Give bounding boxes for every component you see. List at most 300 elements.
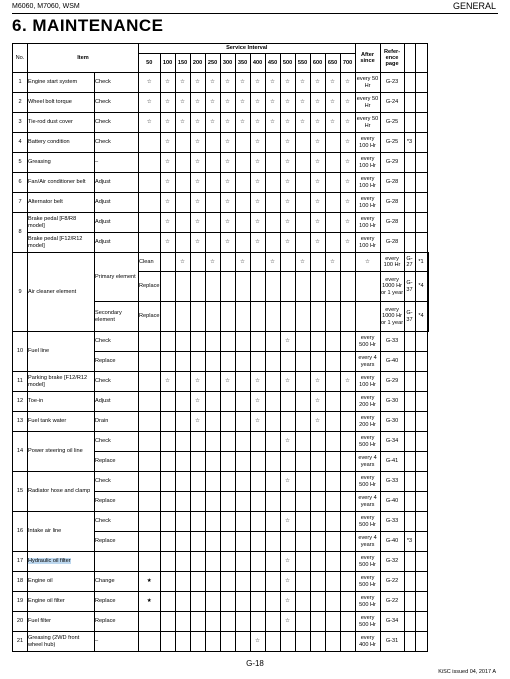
interval-star-icon: ☆ [310,233,325,253]
note [404,552,415,572]
interval-cell [190,253,205,272]
interval-cell [175,332,190,352]
note [404,512,415,532]
interval-cell [250,253,265,272]
interval-cell [220,352,235,372]
interval-cell [205,532,220,552]
interval-star-icon: ★ [139,592,161,612]
action-label: Replace [139,302,161,332]
interval-cell [160,612,175,632]
extra-cell [415,612,427,632]
interval-cell [175,432,190,452]
item-label [28,632,95,652]
interval-cell [250,532,265,552]
interval-cell [235,173,250,193]
interval-cell [340,632,355,652]
interval-cell [139,332,161,352]
action-label: Replace [95,532,139,552]
interval-star-icon: ☆ [160,193,175,213]
interval-cell [160,392,175,412]
interval-cell [250,272,265,302]
note [404,432,415,452]
interval-star-icon: ☆ [190,73,205,93]
interval-cell [235,302,250,332]
row-number: 4 [13,133,28,153]
interval-cell [139,492,161,512]
interval-cell [139,173,161,193]
item-label: Intake air line [28,512,95,552]
item-label [28,193,95,213]
extra-cell [415,552,427,572]
reference-page: G-30 [380,392,404,412]
interval-cell [265,213,280,233]
interval-cell [325,572,340,592]
interval-cell [325,612,340,632]
interval-star-icon: ☆ [160,233,175,253]
extra-cell [415,73,427,93]
item-text: Fuel filter [28,618,52,625]
item-text: Tie-rod dust cover [28,119,73,126]
action-label: Drain [95,412,139,432]
interval-cell [250,512,265,532]
interval-cell [139,552,161,572]
interval-cell [250,332,265,352]
sub-item-label: Primary element [95,253,139,302]
interval-cell [310,272,325,302]
interval-cell [220,302,235,332]
interval-cell [235,472,250,492]
reference-page: G-28 [380,213,404,233]
after-since: every 400 Hr [355,632,380,652]
interval-cell [265,153,280,173]
interval-star-icon: ☆ [205,73,220,93]
interval-cell [205,133,220,153]
interval-star-icon: ☆ [220,113,235,133]
interval-cell [190,302,205,332]
table-row [13,173,429,193]
interval-cell [265,233,280,253]
item-label [28,412,95,432]
reference-page: G-30 [380,412,404,432]
interval-cell [220,512,235,532]
action-label: Replace [95,612,139,632]
interval-cell [265,452,280,472]
interval-star-icon: ☆ [235,73,250,93]
interval-cell [160,302,175,332]
interval-star-icon: ☆ [280,332,295,352]
interval-cell [205,592,220,612]
table-row [13,73,429,93]
interval-cell [265,512,280,532]
action-label: Adjust [95,213,139,233]
interval-star-icon: ☆ [160,173,175,193]
col-reference-header: Refer-ence page [380,44,404,73]
item-text: Toe-in [28,398,44,405]
interval-cell [325,173,340,193]
interval-header: 500 [280,54,295,73]
interval-header: 700 [340,54,355,73]
interval-star-icon: ☆ [265,93,280,113]
extra-cell [427,253,428,272]
item-text: Engine oil [28,578,53,585]
item-label [28,153,95,173]
interval-cell [205,332,220,352]
reference-page: G-34 [380,612,404,632]
row-number: 20 [13,612,28,632]
interval-star-icon: ☆ [295,73,310,93]
interval-cell [295,452,310,472]
interval-cell [295,272,310,302]
item-text: Battery condition [28,139,70,146]
after-since: every 4 years [355,492,380,512]
after-since: every 500 Hr [355,472,380,492]
interval-star-icon: ☆ [310,73,325,93]
interval-star-icon: ☆ [280,233,295,253]
interval-star-icon: ☆ [190,213,205,233]
interval-star-icon: ☆ [280,552,295,572]
row-number: 16 [13,512,28,552]
interval-cell [235,572,250,592]
interval-cell [310,492,325,512]
interval-cell [175,372,190,392]
item-label [28,592,95,612]
note [404,572,415,592]
item-label [28,372,95,392]
interval-star-icon: ☆ [340,113,355,133]
interval-cell [139,153,161,173]
interval-star-icon: ☆ [190,193,205,213]
interval-cell [325,432,340,452]
interval-star-icon: ☆ [220,193,235,213]
item-label [28,133,95,153]
interval-cell [340,392,355,412]
header-divider [12,13,498,14]
interval-star-icon: ☆ [250,153,265,173]
interval-star-icon: ☆ [160,372,175,392]
interval-star-icon: ☆ [325,113,340,133]
interval-cell [175,302,190,332]
interval-cell [340,253,355,272]
interval-cell [205,512,220,532]
reference-page: G-25 [380,113,404,133]
interval-star-icon: ☆ [280,173,295,193]
interval-star-icon: ☆ [340,233,355,253]
action-label: Check [95,73,139,93]
table-row [13,233,429,253]
after-since: every 4 years [355,452,380,472]
col-item-header: Item [28,44,139,73]
interval-cell [295,412,310,432]
table-row [13,432,429,452]
interval-cell [295,193,310,213]
interval-cell [235,133,250,153]
note: *4 [415,272,427,302]
interval-cell [325,492,340,512]
item-label: Brake pedal [F8/R8 model] [28,213,95,233]
interval-cell [280,412,295,432]
note [404,412,415,432]
interval-star-icon: ☆ [190,153,205,173]
after-since: every 100 Hr [355,213,380,233]
interval-cell [190,532,205,552]
extra-cell [415,472,427,492]
interval-cell [310,572,325,592]
table-row [13,253,429,272]
after-since: every 100 Hr [355,133,380,153]
interval-cell [235,532,250,552]
note [404,372,415,392]
interval-cell [310,352,325,372]
interval-cell [325,302,340,332]
interval-cell [220,392,235,412]
interval-cell [235,492,250,512]
item-text: Fuel tank water [28,418,67,425]
extra-cell [415,153,427,173]
reference-page: G-37 [404,302,415,332]
row-number: 10 [13,332,28,372]
item-label [28,73,95,93]
row-number: 12 [13,392,28,412]
interval-cell [205,412,220,432]
item-label: Air cleaner element [28,253,95,332]
interval-star-icon: ☆ [310,133,325,153]
interval-star-icon: ☆ [340,173,355,193]
interval-cell [205,392,220,412]
interval-cell [325,532,340,552]
interval-star-icon: ☆ [175,113,190,133]
interval-cell [340,432,355,452]
extra-cell [415,592,427,612]
interval-cell [139,233,161,253]
interval-cell [220,592,235,612]
interval-star-icon: ☆ [310,412,325,432]
table-body [13,44,429,652]
interval-star-icon: ☆ [235,253,250,272]
interval-cell [235,592,250,612]
interval-star-icon: ☆ [190,133,205,153]
interval-star-icon: ☆ [190,392,205,412]
interval-cell [265,492,280,512]
extra-cell [415,133,427,153]
interval-star-icon: ☆ [250,193,265,213]
reference-page: G-31 [380,632,404,652]
table-row [13,472,429,492]
interval-cell [190,572,205,592]
extra-cell [415,213,427,233]
interval-cell [220,532,235,552]
extra-cell [427,302,428,332]
interval-star-icon: ☆ [160,73,175,93]
interval-star-icon: ☆ [250,73,265,93]
interval-cell [175,512,190,532]
maintenance-table [12,43,429,652]
interval-star-icon: ☆ [250,213,265,233]
interval-cell [175,213,190,233]
interval-cell [190,592,205,612]
after-since: every 500 Hr [355,512,380,532]
interval-cell [175,193,190,213]
reference-page: G-25 [380,133,404,153]
note [404,93,415,113]
interval-cell [325,233,340,253]
table-row [13,392,429,412]
row-number: 18 [13,572,28,592]
interval-cell [139,372,161,392]
interval-cell [220,472,235,492]
interval-cell [160,492,175,512]
header-section: GENERAL [452,1,496,11]
interval-star-icon: ★ [139,572,161,592]
interval-cell [235,372,250,392]
item-label: Power steering oil line [28,432,95,472]
interval-cell [235,512,250,532]
reference-page: G-40 [380,492,404,512]
action-label: Check [95,332,139,352]
header-models: M6060, M7060, WSM [12,3,80,10]
interval-cell [139,352,161,372]
after-since: every 500 Hr [355,572,380,592]
row-number: 21 [13,632,28,652]
interval-star-icon: ☆ [280,472,295,492]
table-row [13,113,429,133]
interval-star-icon: ☆ [280,93,295,113]
interval-cell [325,512,340,532]
extra-cell [415,452,427,472]
reference-page: G-41 [380,452,404,472]
interval-cell [220,552,235,572]
interval-cell [340,592,355,612]
interval-cell [220,632,235,652]
after-since: every 4 years [355,532,380,552]
interval-cell [325,193,340,213]
extra-cell [415,572,427,592]
interval-cell [160,272,175,302]
interval-cell [139,612,161,632]
interval-cell [280,452,295,472]
interval-cell [295,572,310,592]
interval-cell [295,432,310,452]
interval-cell [235,193,250,213]
reference-page: G-28 [380,173,404,193]
note [404,73,415,93]
interval-cell [340,272,355,302]
page-number: G-18 [246,659,264,668]
interval-cell [325,332,340,352]
interval-cell [325,213,340,233]
interval-header: 350 [235,54,250,73]
interval-star-icon: ☆ [190,93,205,113]
interval-cell [220,272,235,302]
note [404,472,415,492]
action-label: Replace [139,272,161,302]
interval-star-icon: ☆ [295,253,310,272]
row-number: 17 [13,552,28,572]
interval-header: 400 [250,54,265,73]
interval-cell [160,472,175,492]
interval-cell [160,452,175,472]
interval-cell [175,272,190,302]
interval-cell [160,512,175,532]
interval-cell [295,392,310,412]
interval-cell [160,253,175,272]
interval-star-icon: ☆ [220,93,235,113]
interval-cell [265,532,280,552]
interval-cell [340,552,355,572]
interval-cell [295,472,310,492]
interval-cell [205,572,220,592]
extra-cell [415,532,427,552]
action-label: Replace [95,452,139,472]
interval-cell [220,332,235,352]
item-text: Engine oil filter [28,598,65,605]
interval-cell [325,592,340,612]
extra-cell [415,492,427,512]
interval-cell [205,612,220,632]
interval-star-icon: ☆ [220,153,235,173]
interval-cell [190,432,205,452]
interval-cell [139,632,161,652]
note [404,632,415,652]
interval-star-icon: ☆ [325,93,340,113]
reference-page: G-29 [380,153,404,173]
interval-star-icon: ☆ [190,173,205,193]
interval-cell [295,372,310,392]
interval-cell [265,332,280,352]
item-label [28,113,95,133]
interval-star-icon: ☆ [139,73,161,93]
table-row [13,412,429,432]
interval-cell [265,352,280,372]
col-after-header: After since [355,44,380,73]
col-extra-header [415,44,427,73]
interval-star-icon: ☆ [250,133,265,153]
interval-cell [265,173,280,193]
note [404,193,415,213]
interval-cell [340,572,355,592]
after-since: every 500 Hr [355,552,380,572]
sub-item-label: Secondary element [95,302,139,332]
interval-cell [295,302,310,332]
interval-star-icon: ☆ [295,93,310,113]
interval-cell [295,173,310,193]
table-row [13,552,429,572]
interval-cell [205,193,220,213]
item-label [28,173,95,193]
extra-cell [415,512,427,532]
interval-cell [175,412,190,432]
action-label: Check [95,512,139,532]
after-since: every 500 Hr [355,592,380,612]
extra-cell [415,412,427,432]
interval-star-icon: ☆ [280,213,295,233]
interval-cell [190,452,205,472]
interval-cell [175,233,190,253]
interval-star-icon: ☆ [139,113,161,133]
interval-cell [190,332,205,352]
item-label: Radiator hose and clamp [28,472,95,512]
interval-cell [280,632,295,652]
interval-star-icon: ☆ [280,73,295,93]
interval-cell [139,412,161,432]
reference-page: G-32 [380,552,404,572]
interval-cell [175,173,190,193]
interval-star-icon: ☆ [280,153,295,173]
interval-cell [310,332,325,352]
interval-star-icon: ☆ [340,372,355,392]
interval-cell [205,372,220,392]
interval-cell [310,552,325,572]
action-label: – [95,632,139,652]
